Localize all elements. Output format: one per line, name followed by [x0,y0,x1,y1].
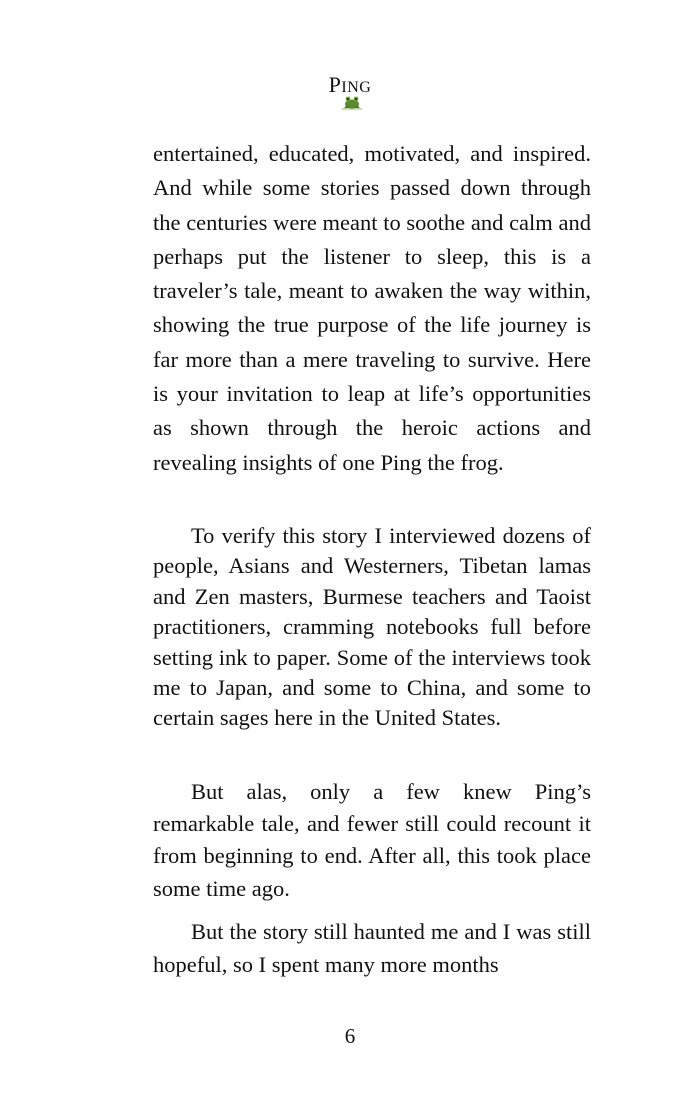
paragraph-text: entertained, educated, motivated, and inspired. And while some stories passed down through the centuries were meant to soothe and calm and perhaps put the listener to sleep, this is a traveler’s tale, meant to awaken the way within, showing the true purpose of the life journey is far more than a mere traveling to survive. Here is your invitation to leap at life’s opportunities as shown through the heroic actions and revealing insights of one Ping the frog. [153,141,591,475]
body-paragraph-3 [153,776,591,905]
running-head-rest: ING [341,79,372,96]
paragraph-text: But the story still haunted me and I was still hopeful, so I spent many more months [153,919,591,977]
body-paragraph-1 [153,137,591,480]
frog-icon [341,94,363,110]
paragraph-text: To verify this story I interviewed dozens of people, Asians and Westerners, Tibetan lamas and Zen masters, Burmese teachers and Taoist practitioners, cramming notebooks full before setting ink to paper. Some of the interviews took me to Japan, and some to China, and some to certain sages here in the United States. [153,523,591,731]
paragraph-text: But alas, only a few knew Ping’s remarkable tale, and fewer still could recount it from beginning to end. After all, this took place some time ago. [153,779,591,901]
page-number: 6 [344,1024,356,1048]
body-paragraph-4 [153,915,591,981]
running-head [0,74,700,96]
running-head-initial: P [328,72,342,97]
body-paragraph-2 [153,521,591,734]
